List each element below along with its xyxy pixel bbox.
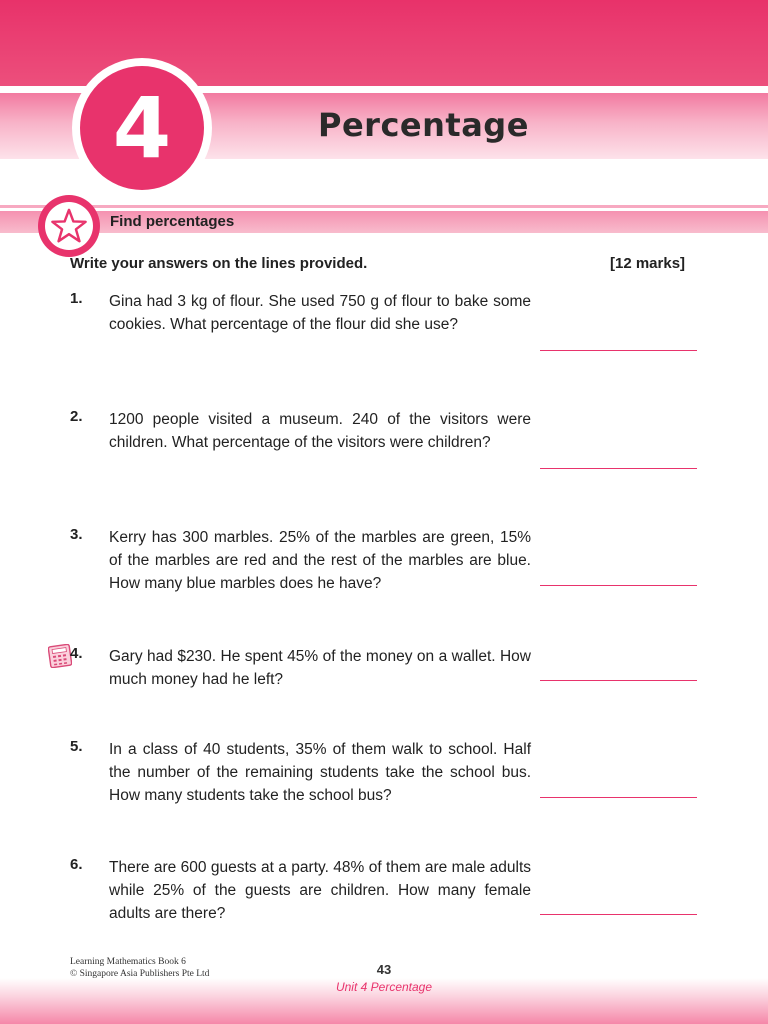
question-text: Kerry has 300 marbles. 25% of the marbles are green, 15% of the marbles are red and the rest of the marbles are blue. How many blue marbles does he have?: [109, 529, 531, 592]
question-text: In a class of 40 students, 35% of them walk to school. Half the number of the remaining students take the school bus. How many students take the school bus?: [109, 741, 531, 804]
question-number: 6.: [70, 856, 83, 873]
page-number: 43: [376, 962, 392, 977]
question-1: [70, 290, 700, 370]
footer-book-title: Learning Mathematics Book 6: [70, 957, 186, 967]
chapter-number: 4: [80, 66, 204, 190]
answer-line-1[interactable]: [540, 350, 697, 351]
question-number: 1.: [70, 290, 83, 307]
section-badge-inner: [45, 202, 93, 250]
chapter-title: Percentage: [318, 106, 529, 144]
question-number: 5.: [70, 738, 83, 755]
question-text: There are 600 guests at a party. 48% of them are male adults while 25% of the guests are children. How many female adults are there?: [109, 859, 531, 922]
section-badge: [38, 195, 100, 257]
section-title: Find percentages: [110, 213, 235, 230]
question-3: [70, 526, 700, 606]
calculator-icon: [48, 644, 72, 668]
answer-line-3[interactable]: [540, 585, 697, 586]
question-number: 2.: [70, 408, 83, 425]
answer-line-4[interactable]: [540, 680, 697, 681]
instructions-text: Write your answers on the lines provided.: [70, 255, 368, 272]
answer-line-6[interactable]: [540, 914, 697, 915]
marks-label: [12 marks]: [610, 255, 686, 272]
question-number: 4.: [70, 645, 83, 662]
question-4: [70, 645, 700, 725]
answer-line-5[interactable]: [540, 797, 697, 798]
question-number: 3.: [70, 526, 83, 543]
unit-label: Unit 4 Percentage: [335, 980, 433, 994]
question-6: [70, 856, 700, 936]
star-icon: [50, 207, 88, 245]
question-text: 1200 people visited a museum. 240 of the visitors were children. What percentage of the visitors were children?: [109, 411, 531, 451]
question-text: Gary had $230. He spent 45% of the money on a wallet. How much money had he left?: [109, 648, 531, 688]
question-2: [70, 408, 700, 488]
section-divider: [0, 205, 768, 208]
question-text: Gina had 3 kg of flour. She used 750 g of flour to bake some cookies. What percentage of the flour did she use?: [109, 293, 531, 333]
footer-publisher: © Singapore Asia Publishers Pte Ltd: [70, 969, 210, 979]
answer-line-2[interactable]: [540, 468, 697, 469]
question-5: [70, 738, 700, 818]
